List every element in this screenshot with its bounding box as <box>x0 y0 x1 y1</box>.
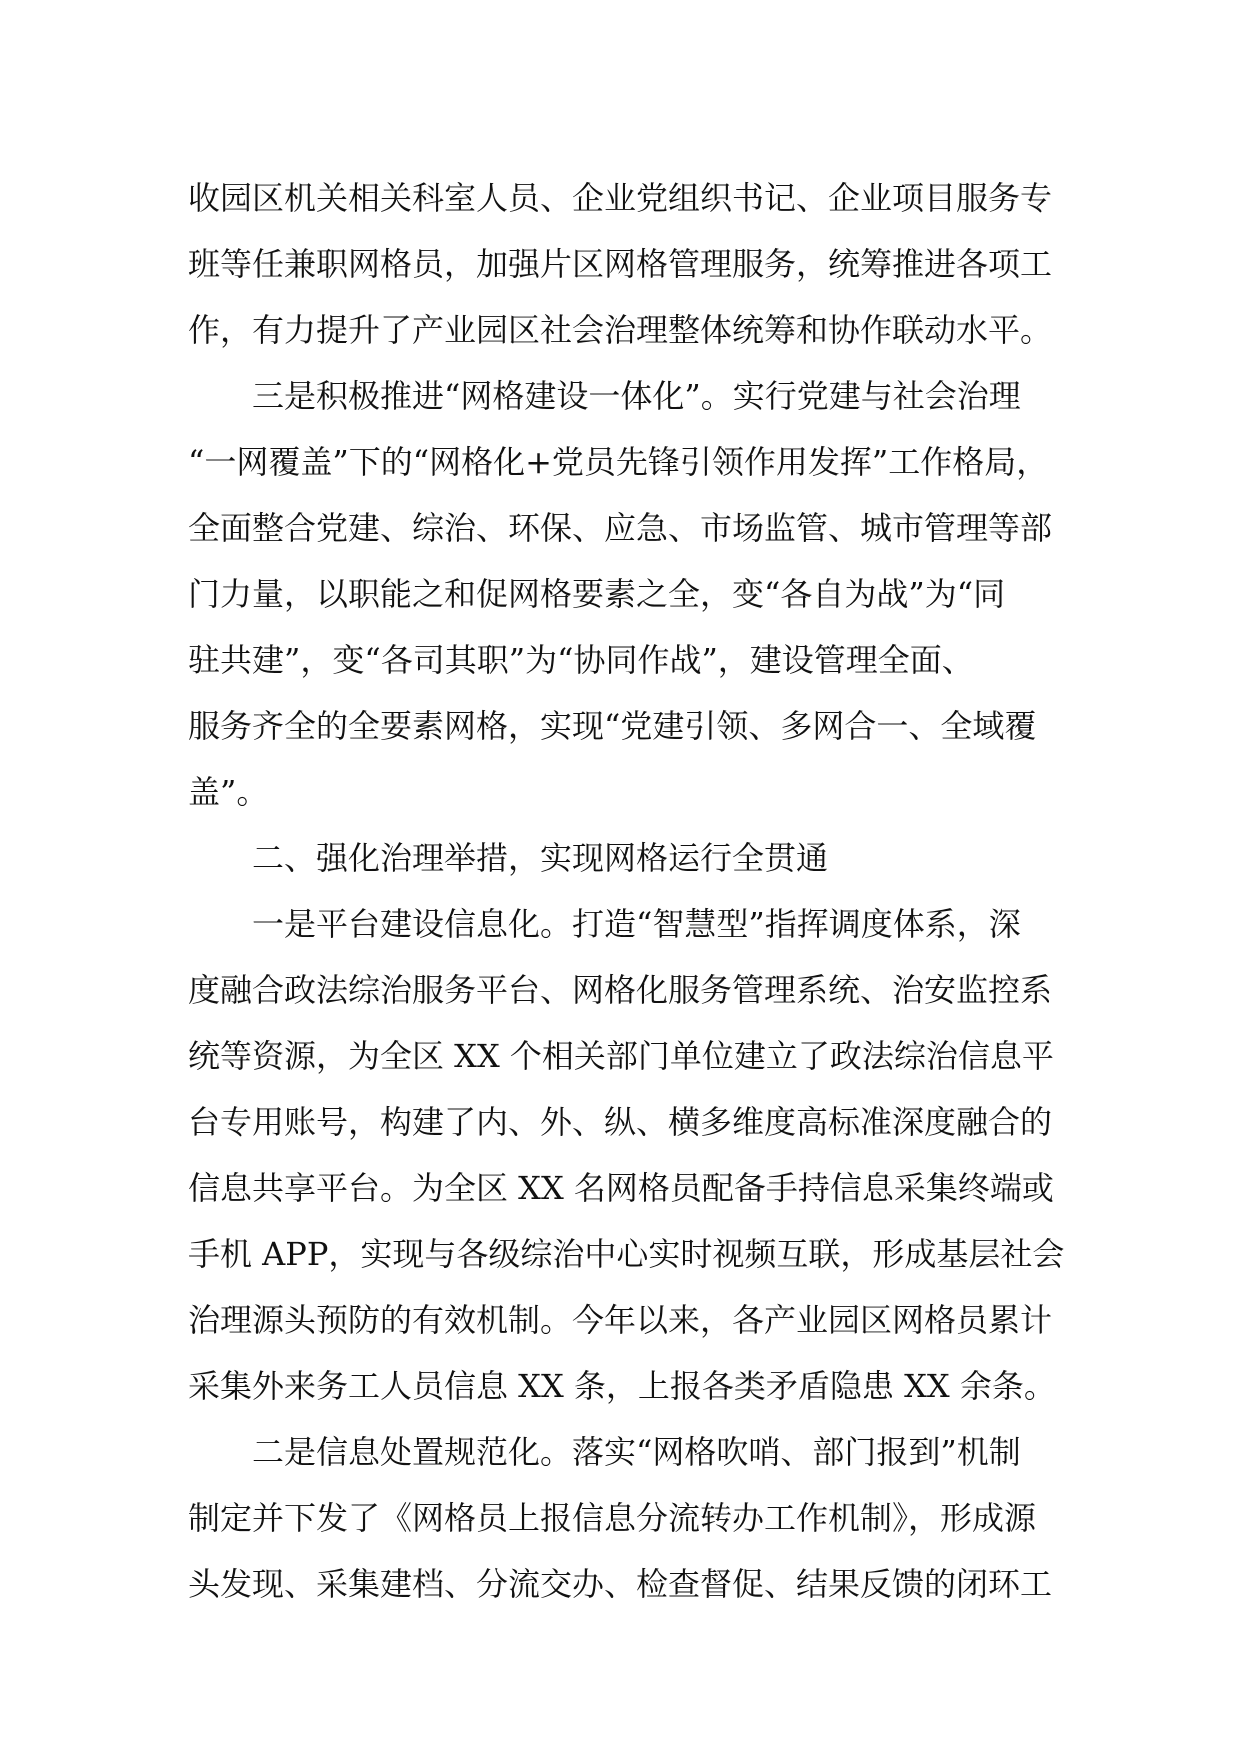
paragraph-start-line: 三是积极推进“网格建设一体化”。实行党建与社会治理 <box>252 377 1021 415</box>
text-line: 采集外来务工人员信息 XX 条，上报各类矛盾隐患 XX 余条。 <box>188 1367 1056 1405</box>
document-body <box>188 165 1088 1617</box>
text-line: 盖”。 <box>188 773 269 811</box>
text-line: 手机 APP，实现与各级综治中心实时视频互联，形成基层社会 <box>188 1235 1065 1273</box>
text-line: 度融合政法综治服务平台、网格化服务管理系统、治安监控系 <box>188 971 1053 1009</box>
section-heading: 二、强化治理举措，实现网格运行全贯通 <box>252 839 829 877</box>
text-line: 全面整合党建、综治、环保、应急、市场监管、城市管理等部 <box>188 509 1053 547</box>
text-line: 台专用账号，构建了内、外、纵、横多维度高标准深度融合的 <box>188 1103 1053 1141</box>
text-line: 服务齐全的全要素网格，实现“党建引领、多网合一、全域覆 <box>188 707 1037 745</box>
text-line: 驻共建”，变“各司其职”为“协同作战”，建设管理全面、 <box>188 641 974 679</box>
text-line: 制定并下发了《网格员上报信息分流转办工作机制》，形成源 <box>188 1499 1037 1537</box>
paragraph-start-line: 一是平台建设信息化。打造“智慧型”指挥调度体系，深 <box>252 905 1021 943</box>
text-line: 头发现、采集建档、分流交办、检查督促、结果反馈的闭环工 <box>188 1565 1053 1603</box>
paragraph-start-line: 二是信息处置规范化。落实“网格吹哨、部门报到”机制 <box>252 1433 1021 1471</box>
text-line: 班等任兼职网格员，加强片区网格管理服务，统筹推进各项工 <box>188 245 1053 283</box>
text-line: 统等资源，为全区 XX 个相关部门单位建立了政法综治信息平 <box>188 1037 1054 1075</box>
text-line: 收园区机关相关科室人员、企业党组织书记、企业项目服务专 <box>188 179 1053 217</box>
text-line: 作，有力提升了产业园区社会治理整体统筹和协作联动水平。 <box>188 311 1053 349</box>
text-line: “一网覆盖”下的“网格化+党员先锋引领作用发挥”工作格局， <box>188 443 1049 481</box>
text-line: 信息共享平台。为全区 XX 名网格员配备手持信息采集终端或 <box>188 1169 1054 1207</box>
text-line: 治理源头预防的有效机制。今年以来，各产业园区网格员累计 <box>188 1301 1053 1339</box>
text-line: 门力量，以职能之和促网格要素之全，变“各自为战”为“同 <box>188 575 1006 613</box>
